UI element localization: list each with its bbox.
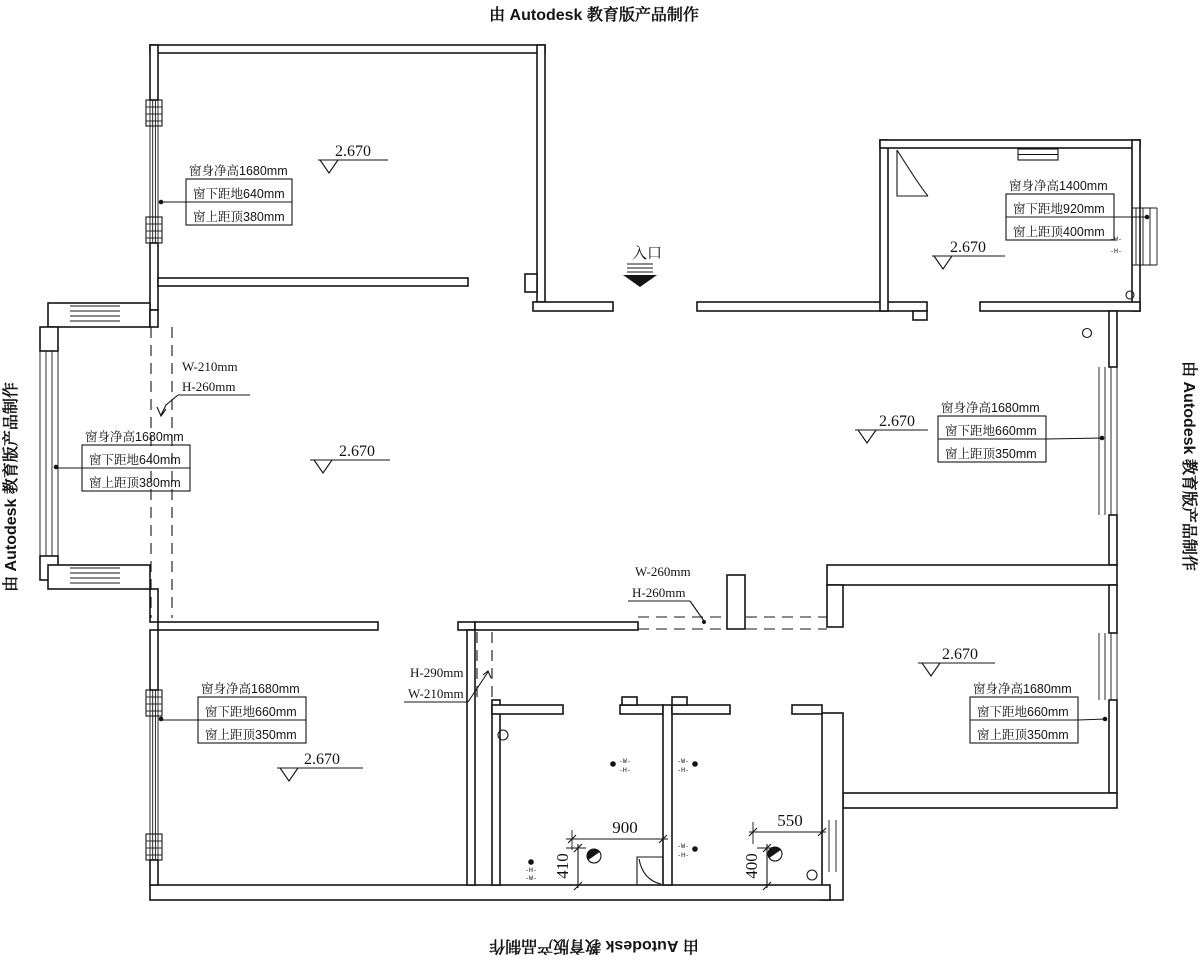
dashed-beams — [151, 327, 827, 703]
wall-segment — [150, 630, 158, 690]
wall-segment — [40, 327, 58, 351]
watermark-top: 由 Autodesk 教育版产品制作 — [489, 7, 699, 24]
entrance-arrow-icon — [623, 275, 657, 287]
svg-text:H-260mm: H-260mm — [632, 585, 686, 600]
wall-segment — [622, 697, 637, 705]
wall-segment — [467, 630, 475, 885]
elevation-marker — [310, 443, 390, 473]
wall-segment — [880, 140, 888, 311]
wall-segment — [792, 705, 822, 714]
spec-line: 窗下距地640mm — [193, 187, 285, 201]
wall-segment — [1109, 585, 1117, 633]
wall-segment — [827, 565, 1117, 585]
water-point-label: -W- — [525, 874, 537, 882]
wall-segment — [672, 697, 687, 705]
window-spec-bottom-left — [159, 681, 306, 743]
window-symbol-bottom-left-room — [146, 690, 162, 860]
entrance — [623, 245, 662, 287]
svg-text:2.670: 2.670 — [335, 143, 371, 160]
wall-segment — [697, 302, 927, 311]
hole-circle — [1083, 329, 1092, 338]
spec-line: 窗身净高1680mm — [189, 164, 288, 178]
elevation-markers — [277, 143, 1005, 781]
water-point-label: -H- — [677, 851, 689, 859]
wall-segment — [827, 585, 843, 627]
spec-line: 窗下距地640mm — [89, 453, 181, 467]
wall-segment — [150, 45, 545, 53]
water-point — [525, 859, 537, 882]
hole-circle — [807, 870, 817, 880]
fixtures — [498, 150, 1134, 885]
window-spec-top-right — [1006, 178, 1149, 240]
elevation-marker — [318, 143, 388, 173]
shower-floor-pan — [637, 857, 663, 885]
spec-line: 窗下距地920mm — [1013, 202, 1105, 216]
spec-line: 窗身净高1680mm — [973, 682, 1072, 696]
watermark-right: 由 Autodesk 教育版产品制作 — [1180, 361, 1197, 571]
spec-line: 窗身净高1680mm — [201, 682, 300, 696]
water-point-label: -W- — [677, 757, 689, 765]
entrance-label: 入口 — [631, 245, 663, 262]
wall-segment — [158, 278, 468, 286]
watermark-bottom: 由 Autodesk 教育版产品制作 — [489, 937, 699, 954]
beam-label-bottom — [404, 665, 491, 702]
wall-segment — [663, 705, 672, 885]
water-point — [677, 842, 698, 859]
wall-segment — [913, 311, 927, 320]
spec-line: 窗下距地660mm — [977, 705, 1069, 719]
elevation-marker — [918, 646, 995, 676]
wall-segment — [1109, 311, 1117, 367]
wall-segment — [525, 274, 537, 292]
water-point-label: -H- — [1110, 247, 1122, 255]
spec-line: 窗上距顶350mm — [977, 728, 1069, 742]
window-spec-left-middle — [54, 429, 190, 491]
beam-label-left-bay — [157, 359, 250, 416]
svg-text:2.670: 2.670 — [950, 239, 986, 256]
wall-segment — [980, 302, 1140, 311]
wall-segment — [150, 860, 158, 885]
svg-text:W-260mm: W-260mm — [635, 564, 691, 579]
elevation-marker — [277, 751, 363, 781]
dimension-bath-right-width — [749, 811, 826, 844]
wall-segment — [880, 140, 1140, 148]
svg-text:2.670: 2.670 — [879, 413, 915, 430]
spec-line: 窗身净高1400mm — [1009, 179, 1108, 193]
wall-segment — [1109, 515, 1117, 565]
spec-line: 窗上距顶350mm — [945, 447, 1037, 461]
spec-line: 窗身净高1680mm — [941, 401, 1040, 415]
watermark-left: 由 Autodesk 教育版产品制作 — [3, 382, 20, 592]
svg-text:W-210mm: W-210mm — [182, 359, 238, 374]
wall-segment — [1109, 700, 1117, 793]
wall-segment — [620, 705, 663, 714]
window-symbol-bay-left — [40, 351, 58, 556]
window-spec-right-middle — [938, 400, 1104, 462]
window-symbol-living-right — [1099, 367, 1117, 515]
spec-line: 窗身净高1680mm — [85, 430, 184, 444]
spec-line: 窗上距顶350mm — [205, 728, 297, 742]
window-spec-top-left — [159, 163, 292, 225]
elevation-marker — [855, 413, 928, 443]
water-point-label: -H- — [525, 866, 537, 874]
svg-text:H-260mm: H-260mm — [182, 379, 236, 394]
wall-segment — [150, 885, 830, 900]
spec-line: 窗下距地660mm — [945, 424, 1037, 438]
svg-text:400: 400 — [742, 853, 761, 879]
wall-segment — [48, 303, 150, 327]
svg-text:2.670: 2.670 — [942, 646, 978, 663]
wall-segment — [822, 713, 843, 900]
beam-label-center — [628, 564, 706, 624]
water-point-label: -W- — [619, 757, 631, 765]
window-symbol-bottom-right-room — [1099, 633, 1117, 700]
wall-segment — [475, 622, 638, 630]
wall-segment — [537, 45, 545, 302]
svg-text:410: 410 — [553, 853, 572, 879]
wall-segment — [492, 705, 563, 714]
wall-segment — [843, 793, 1117, 808]
window-spec-bottom-right — [970, 681, 1107, 743]
spec-line: 窗上距顶380mm — [89, 476, 181, 490]
wall-segment — [158, 622, 378, 630]
elevation-marker — [932, 239, 1005, 269]
wall-segment — [150, 45, 158, 100]
window-symbol-top-left — [146, 100, 162, 243]
water-point — [610, 757, 631, 774]
svg-text:2.670: 2.670 — [339, 443, 375, 460]
wall-segment — [150, 310, 158, 327]
beam-size-labels — [157, 359, 706, 702]
window-symbol-top-right-wall — [1018, 149, 1058, 160]
wall-segment — [672, 705, 730, 714]
water-point-label: -W- — [1110, 235, 1122, 243]
svg-text:W-210mm: W-210mm — [408, 686, 464, 701]
water-point-label: -H- — [619, 766, 631, 774]
wall-segment — [150, 243, 158, 310]
water-point — [677, 757, 698, 774]
spec-line: 窗上距顶380mm — [193, 210, 285, 224]
svg-text:900: 900 — [612, 818, 638, 837]
wall-segment — [48, 565, 150, 589]
spec-line: 窗下距地660mm — [205, 705, 297, 719]
svg-text:2.670: 2.670 — [304, 751, 340, 768]
water-point-label: -W- — [677, 842, 689, 850]
svg-text:H-290mm: H-290mm — [410, 665, 464, 680]
corner-shower-pan — [897, 150, 928, 196]
floor-drain — [584, 846, 601, 863]
spec-line: 窗上距顶400mm — [1013, 225, 1105, 239]
water-point — [1110, 235, 1122, 255]
svg-text:550: 550 — [777, 811, 803, 830]
wall-segment — [533, 302, 613, 311]
wall-segment — [727, 575, 745, 629]
wall-segment — [458, 622, 475, 630]
wall-segment — [492, 700, 500, 885]
dimension-bath-left-offset — [553, 844, 586, 890]
water-point-label: -H- — [677, 766, 689, 774]
